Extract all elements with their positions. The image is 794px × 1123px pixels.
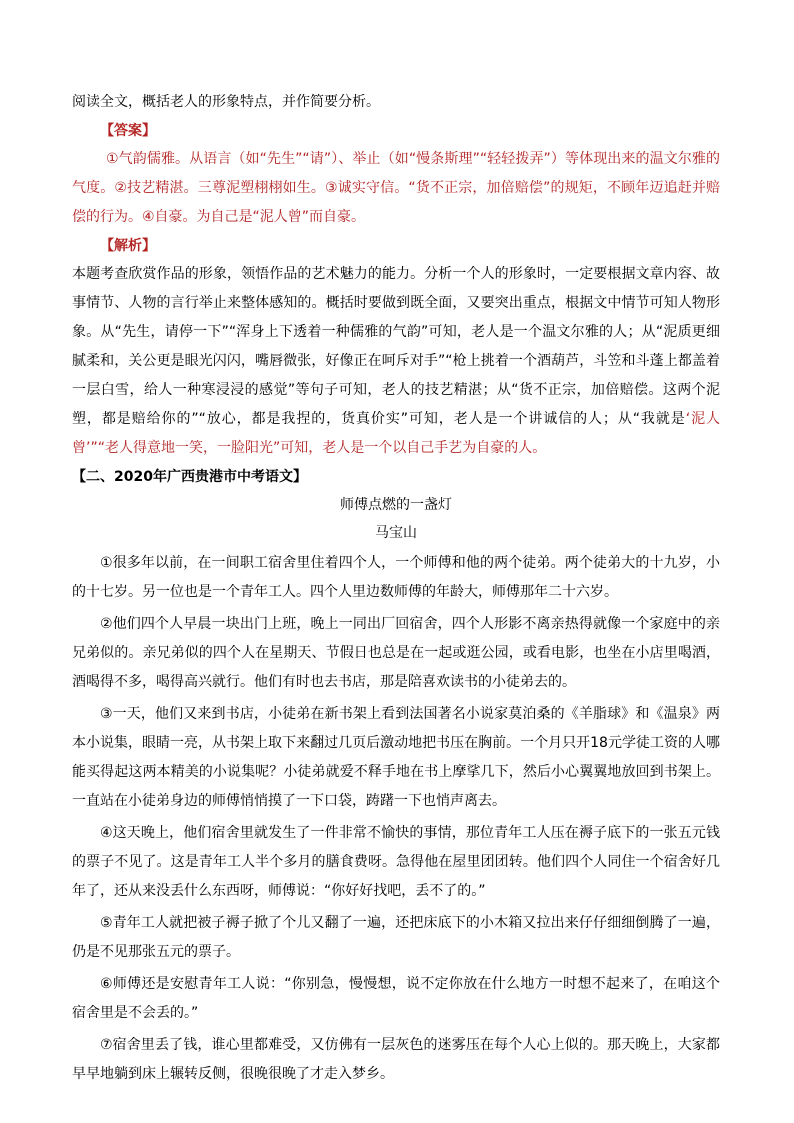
story-paragraph-6: ⑥师傅还是安慰青年工人说：“你别急，慢慢想，说不定你放在什么地方一时想不起来了，在咱这个宿舍里是不会丢的。” [72, 976, 720, 1021]
story-paragraph-2: ②他们四个人早晨一块出门上班，晚上一同出厂回宿舍，四个人形影不离亲热得就像一个家庭中的亲兄弟似的。亲兄弟似的四个人在星期天、节假日也总是在一起或逛公园，或看电影，也坐在小店里喝酒，酒喝得不多，喝得高兴就行。他们有时也去书店，那是陪喜欢读书的小徒弟去的。 [72, 616, 720, 690]
analysis-label: 【解析】 [100, 238, 156, 254]
story-paragraph-4: ④这天晚上，他们宿舍里就发生了一件非常不愉快的事情，那位青年工人压在褥子底下的一张五元钱的票子不见了。这是青年工人半个多月的膳食费呀。急得他在屋里团团转。他们四个人同住一个宿舍好几年了，还从来没丢什么东西呀，师傅说：“你好好找吧，丢不了的。” [72, 825, 720, 899]
story-title: 师傅点燃的一盏灯 [340, 497, 452, 513]
analysis-text [72, 260, 720, 463]
document-page [72, 88, 720, 1092]
answer-label: 【答案】 [100, 123, 156, 139]
question-text: 阅读全文，概括老人的形象特点，并作简要分析。 [72, 94, 380, 110]
story-author: 马宝山 [375, 525, 417, 541]
story-paragraph-5: ⑤青年工人就把被子褥子掀了个儿又翻了一遍，还把床底下的小木箱又拉出来仔仔细细倒腾了一遍，仍是不见那张五元的票子。 [72, 915, 720, 960]
story-body [72, 549, 720, 1089]
story-paragraph-3: ③一天，他们又来到书店，小徒弟在新书架上看到法国著名小说家莫泊桑的《羊脂球》和《温泉》两本小说集，眼睛一亮，从书架上取下来翻过几页后激动地把书压在胸前。一个月只开18元学徒工资的人哪能买得起这两本精美的小说集呢？小徒弟就爱不释手地在书上摩挲几下，然后小心翼翼地放回到书架上。一直站在小徒弟身边的师傅悄悄摸了一下口袋，踌躇一下也悄声离去。 [72, 706, 720, 809]
story-paragraph-7: ⑦宿舍里丢了钱，谁心里都难受，又仿佛有一层灰色的迷雾压在每个人心上似的。那天晚上，大家都早早地躺到床上辗转反侧，很晚很晚了才走入梦乡。 [72, 1037, 720, 1082]
analysis-text-black: 本题考查欣赏作品的形象，领悟作品的艺术魅力的能力。分析一个人的形象时，一定要根据文章内容、故事情节、人物的言行举止来整体感知的。概括时要做到既全面，又要突出重点，根据文中情节可知人物形象。从“先生，请停一下”“浑身上下透着一种儒雅的气韵”可知，老人是一个温文尔雅的人；从“泥质更细腻柔和，关公更是眼光闪闪，嘴唇微张，好像正在呵斥对手”“枪上挑着一个酒葫芦，斗笠和斗蓬上都盖着一层白雪，给人一种寒浸浸的感觉”等句子可知，老人的技艺精湛；从“货不正宗，加倍赔偿。这两个泥塑，都是赔给你的”“放心，都是我捏的，货真价实”可知，老人是一个讲诚信的人；从“我就是 [72, 266, 720, 427]
analysis-text-red: ‘泥人曾’”“老人得意地一笑，一脸阳光”可知，老人是一个以自己手艺为自豪的人。 [72, 411, 720, 456]
story-paragraph-1: ①很多年以前，在一间职工宿舍里住着四个人，一个师傅和他的两个徒弟。两个徒弟大的十九岁，小的十七岁。另一位也是一个青年工人。四个人里边数师傅的年龄大，师傅那年二十六岁。 [72, 555, 720, 600]
section-heading: 【二、2020年广西贵港市中考语文】 [72, 469, 307, 485]
answer-text: ①气韵儒雅。从语言（如“先生”“请”）、举止（如“慢条斯理”“轻轻拨弄”）等体现出来的温文尔雅的气度。②技艺精湛。三尊泥塑栩栩如生。③诚实守信。“货不正宗，加倍赔偿”的规矩，不顾年迈追赶并赔偿的行为。④自豪。为自己是“泥人曾”而自豪。 [72, 151, 720, 225]
